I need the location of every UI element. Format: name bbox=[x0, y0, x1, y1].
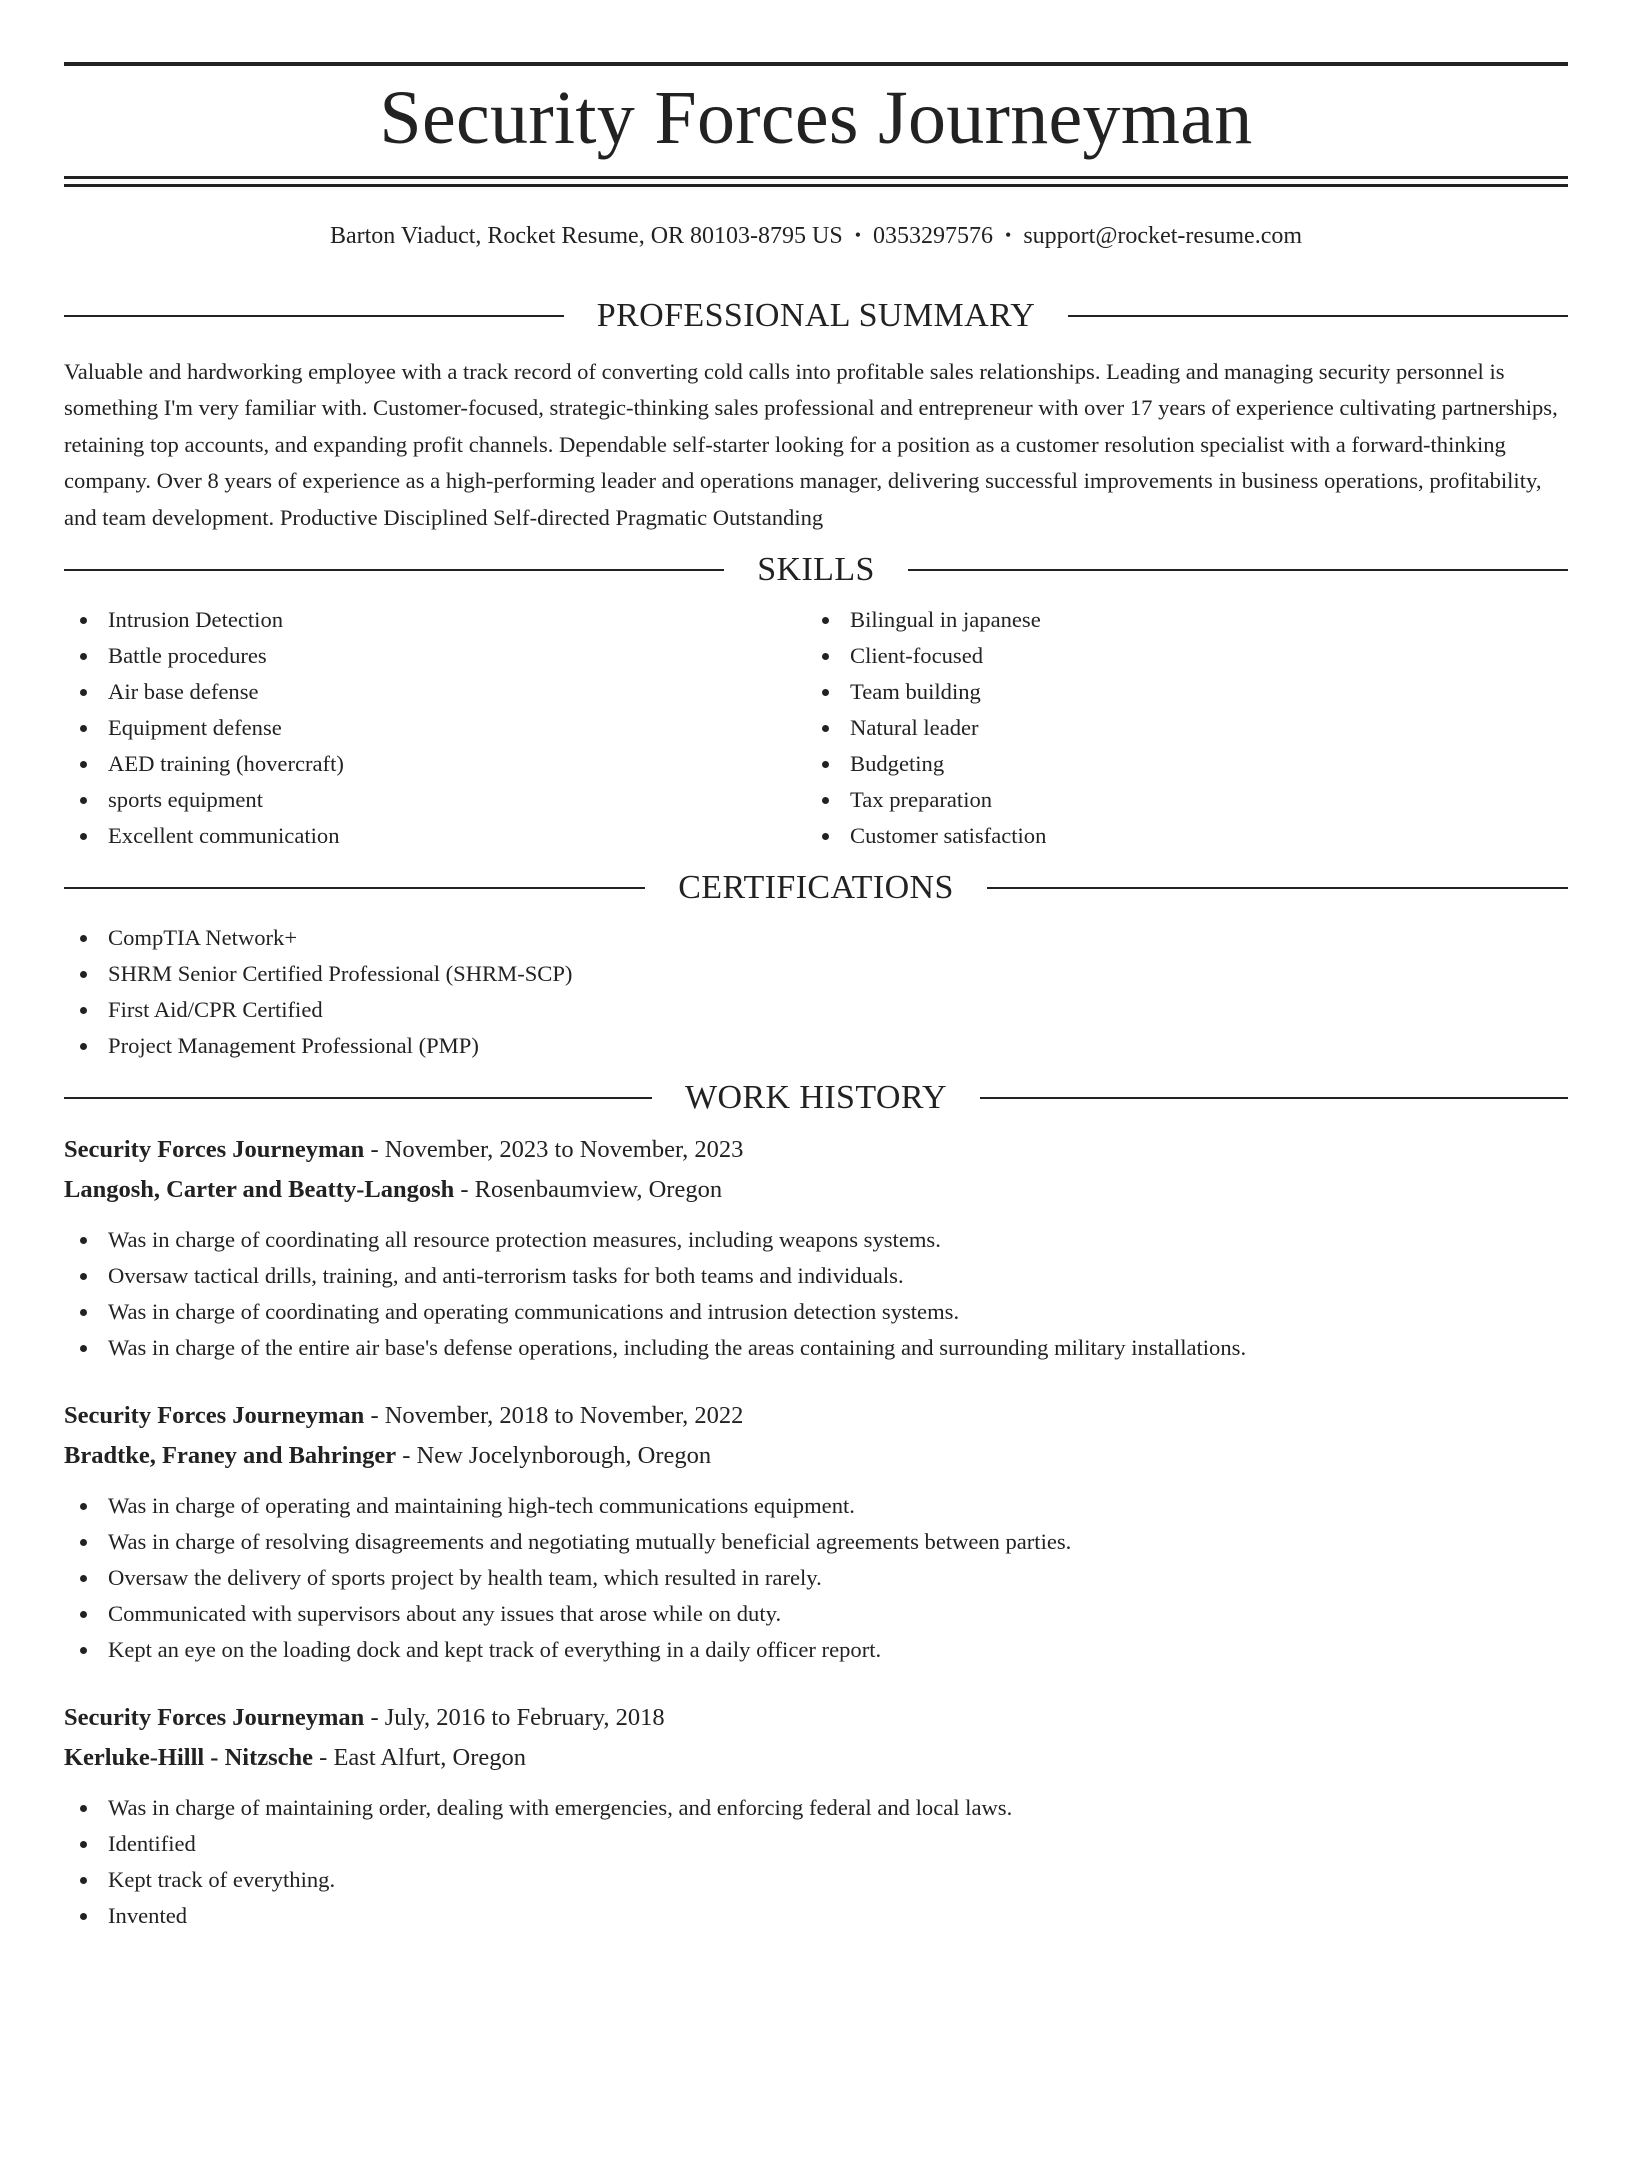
certification-item: First Aid/CPR Certified bbox=[64, 992, 1568, 1028]
contact-separator: • bbox=[1005, 225, 1012, 245]
section-title: SKILLS bbox=[757, 551, 875, 589]
skill-item: Customer satisfaction bbox=[806, 818, 1548, 854]
skill-item: Air base defense bbox=[64, 674, 806, 710]
contact-separator: • bbox=[854, 225, 862, 245]
contact-line bbox=[64, 220, 1568, 252]
job-company: Bradtke, Franey and Bahringer bbox=[64, 1442, 397, 1470]
job-bullet: Kept track of everything. bbox=[64, 1862, 1568, 1898]
section-title: CERTIFICATIONS bbox=[678, 869, 954, 907]
job-dates: - November, 2023 to November, 2023 bbox=[364, 1136, 744, 1164]
skill-item: Client-focused bbox=[806, 638, 1548, 674]
section-rule bbox=[64, 887, 645, 889]
contact-address: Barton Viaduct, Rocket Resume, OR 80103-8795 US bbox=[329, 223, 843, 249]
job-bullet: Invented bbox=[64, 1898, 1568, 1934]
section-rule bbox=[987, 887, 1568, 889]
section-rule bbox=[908, 569, 1568, 571]
contact-phone: 0353297576 bbox=[873, 223, 994, 249]
job-dates: - November, 2018 to November, 2022 bbox=[364, 1402, 744, 1430]
header-double-rule bbox=[64, 176, 1568, 187]
job-bullet: Was in charge of coordinating and operating communications and intrusion detection systems. bbox=[64, 1294, 1568, 1330]
job-bullet: Was in charge of operating and maintaining high-tech communications equipment. bbox=[64, 1488, 1568, 1524]
job-bullets bbox=[64, 1790, 1568, 1934]
section-title: WORK HISTORY bbox=[684, 1079, 948, 1117]
skill-item: Natural leader bbox=[806, 710, 1548, 746]
section-title: PROFESSIONAL SUMMARY bbox=[596, 297, 1036, 334]
skill-item: sports equipment bbox=[64, 782, 806, 818]
job-company: Kerluke-Hilll - Nitzsche bbox=[64, 1744, 314, 1772]
job-bullet: Oversaw tactical drills, training, and anti-terrorism tasks for both teams and individuals. bbox=[64, 1258, 1568, 1294]
skill-item: Equipment defense bbox=[64, 710, 806, 746]
job-bullets bbox=[64, 1488, 1568, 1668]
skill-item: AED training (hovercraft) bbox=[64, 746, 806, 782]
certification-item: CompTIA Network+ bbox=[64, 920, 1568, 956]
job-role: Security Forces Journeyman bbox=[64, 1136, 365, 1164]
skill-item: Excellent communication bbox=[64, 818, 806, 854]
section-rule bbox=[64, 569, 724, 571]
section-heading-summary bbox=[64, 296, 1568, 336]
certification-item: SHRM Senior Certified Professional (SHRM-SCP) bbox=[64, 956, 1568, 992]
job-entry bbox=[64, 1698, 1568, 1934]
job-bullet: Kept an eye on the loading dock and kept track of everything in a daily officer report. bbox=[64, 1632, 1568, 1668]
job-location: - New Jocelynborough, Oregon bbox=[396, 1442, 712, 1470]
job-title-line bbox=[64, 1698, 1568, 1738]
job-role: Security Forces Journeyman bbox=[64, 1704, 365, 1732]
job-bullet: Was in charge of resolving disagreements and negotiating mutually beneficial agreements between parties. bbox=[64, 1524, 1568, 1560]
certifications-list bbox=[64, 920, 1568, 1064]
job-company: Langosh, Carter and Beatty-Langosh bbox=[64, 1176, 455, 1204]
job-bullet: Identified bbox=[64, 1826, 1568, 1862]
skill-item: Bilingual in japanese bbox=[806, 602, 1548, 638]
section-heading-skills bbox=[64, 550, 1568, 590]
resume-name: Security Forces Journeyman bbox=[379, 76, 1253, 160]
job-bullet: Communicated with supervisors about any issues that arose while on duty. bbox=[64, 1596, 1568, 1632]
job-bullet: Was in charge of the entire air base's defense operations, including the areas containing and surrounding military installations. bbox=[64, 1330, 1568, 1366]
skills-left-list bbox=[64, 602, 806, 854]
job-title-line bbox=[64, 1130, 1568, 1170]
certification-item: Project Management Professional (PMP) bbox=[64, 1028, 1568, 1064]
section-rule bbox=[64, 315, 564, 317]
skills-grid bbox=[64, 602, 1568, 854]
job-company-line bbox=[64, 1170, 1568, 1210]
skills-right-list bbox=[806, 602, 1548, 854]
job-role: Security Forces Journeyman bbox=[64, 1402, 365, 1430]
summary-text: Valuable and hardworking employee with a track record of converting cold calls into profitable sales relationships. Leading and managing security personnel is something I'm very familiar with. Customer-focused, strategic-thinking sales professional and entrepreneur with over 17 years of experience cultivating partnerships, retaining top accounts, and expanding profit channels. Dependable self-starter looking for a position as a customer resolution specialist with a forward-thinking company. Over 8 years of experience as a high-performing leader and operations manager, delivering successful improvements in business operations, profitability, and team development. Productive Disciplined Self-directed Pragmatic Outstanding bbox=[64, 359, 1558, 530]
job-bullet: Was in charge of maintaining order, dealing with emergencies, and enforcing federal and local laws. bbox=[64, 1790, 1568, 1826]
job-dates: - July, 2016 to February, 2018 bbox=[364, 1704, 665, 1732]
skill-item: Budgeting bbox=[806, 746, 1548, 782]
skill-item: Tax preparation bbox=[806, 782, 1548, 818]
job-bullet: Was in charge of coordinating all resource protection measures, including weapons systems. bbox=[64, 1222, 1568, 1258]
section-rule bbox=[980, 1097, 1568, 1099]
job-bullets bbox=[64, 1222, 1568, 1366]
section-heading-certifications bbox=[64, 868, 1568, 908]
section-rule bbox=[64, 1097, 652, 1099]
job-bullet: Oversaw the delivery of sports project by health team, which resulted in rarely. bbox=[64, 1560, 1568, 1596]
job-company-line bbox=[64, 1436, 1568, 1476]
job-company-line bbox=[64, 1738, 1568, 1778]
job-entry bbox=[64, 1130, 1568, 1366]
skill-item: Team building bbox=[806, 674, 1548, 710]
section-rule bbox=[1068, 315, 1568, 317]
skill-item: Intrusion Detection bbox=[64, 602, 806, 638]
job-entry bbox=[64, 1396, 1568, 1668]
job-location: - East Alfurt, Oregon bbox=[313, 1744, 527, 1772]
resume-page bbox=[0, 62, 1632, 2174]
job-location: - Rosenbaumview, Oregon bbox=[454, 1176, 723, 1204]
section-heading-work-history bbox=[64, 1078, 1568, 1118]
contact-email: support@rocket-resume.com bbox=[1023, 223, 1303, 249]
job-title-line bbox=[64, 1396, 1568, 1436]
skill-item: Battle procedures bbox=[64, 638, 806, 674]
